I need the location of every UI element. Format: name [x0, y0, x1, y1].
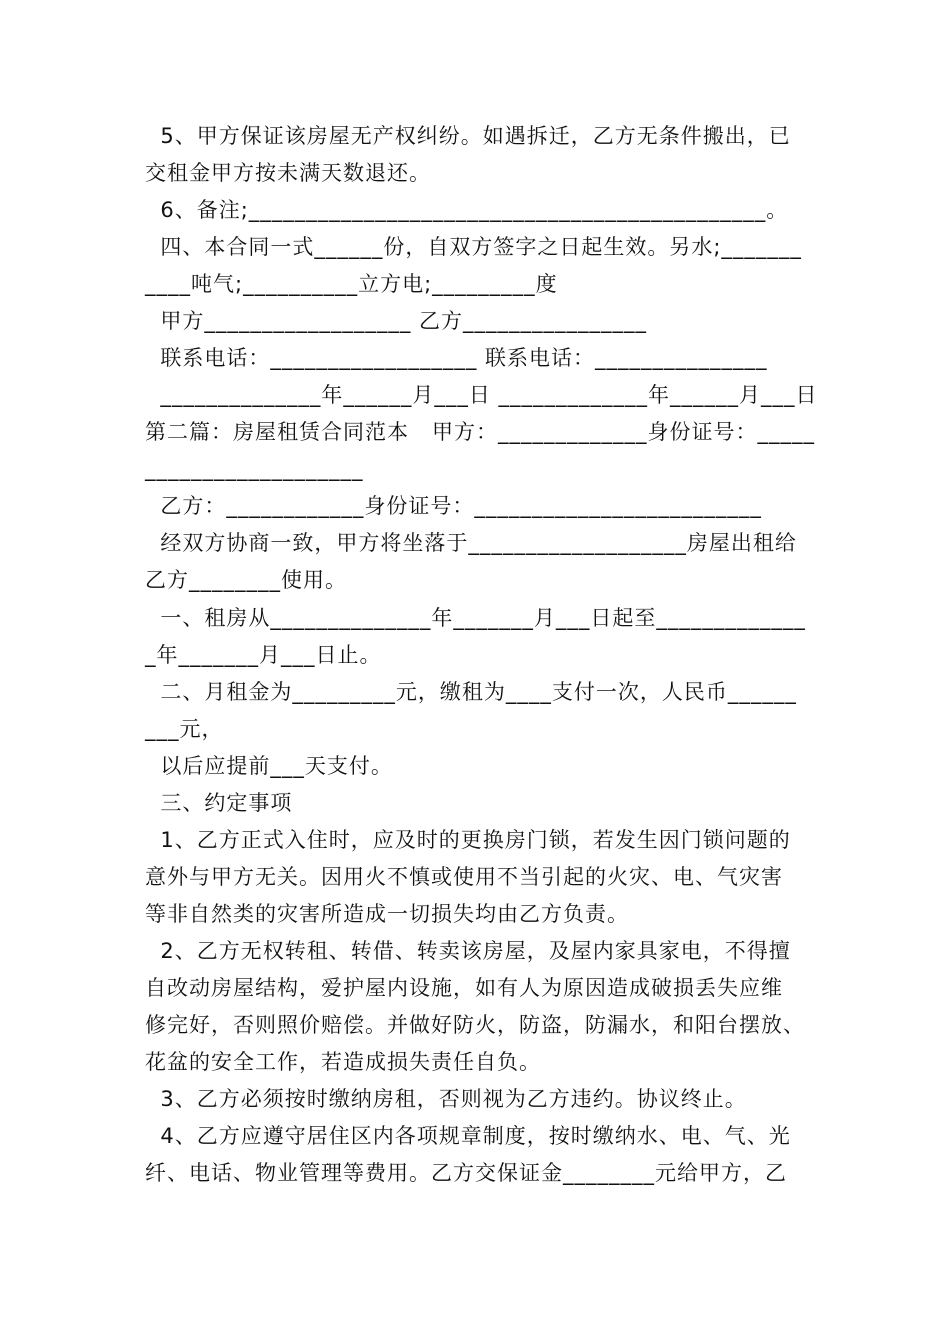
text-line: 3、乙方必须按时缴纳房租，否则视为乙方违约。协议终止。: [145, 1087, 747, 1111]
text-line: 花盆的安全工作，若造成损失责任自负。: [145, 1050, 541, 1074]
text-line: 甲方__________________ 乙方________________: [145, 309, 648, 333]
text-line: ___元，: [145, 717, 224, 741]
text-line: 以后应提前___天支付。: [145, 754, 393, 778]
text-line: 1、乙方正式入住时，应及时的更换房门锁，若发生因门锁问题的: [145, 828, 791, 852]
text-line: 自改动房屋结构，爱护屋内设施，如有人为原因造成破损丢失应维: [145, 976, 783, 1000]
text-line: ___________________: [145, 457, 364, 481]
text-line: 等非自然类的灾害所造成一切损失均由乙方负责。: [145, 902, 629, 926]
text-line: 一、租房从______________年_______月___日起至_____________: [145, 606, 806, 630]
text-line: 第二篇：房屋租赁合同范本 甲方：_____________身份证号：_____: [145, 420, 816, 444]
text-line: 二、月租金为_________元，缴租为____支付一次，人民币______: [145, 680, 797, 704]
text-line: 意外与甲方无关。因用火不慎或使用不当引起的火灾、电、气灾害: [145, 865, 783, 889]
text-line: ______________年______月___日 _____________年______月___日: [145, 383, 818, 407]
text-line: 乙方：____________身份证号：_________________________: [145, 494, 762, 518]
text-line: 联系电话：__________________ 联系电话：_______________: [145, 346, 768, 370]
text-line: 四、本合同一式______份，自双方签字之日起生效。另水;_______: [145, 235, 802, 259]
text-line: 三、约定事项: [145, 791, 293, 815]
text-line: 4、乙方应遵守居住区内各项规章制度，按时缴纳水、电、气、光: [145, 1124, 791, 1148]
text-line: _年_______月___日止。: [145, 643, 382, 667]
text-line: 经双方协商一致，甲方将坐落于___________________房屋出租给: [145, 531, 797, 555]
text-line: 2、乙方无权转租、转借、转卖该房屋，及屋内家具家电，不得擅: [145, 939, 791, 963]
text-line: 5、甲方保证该房屋无产权纠纷。如遇拆迁，乙方无条件搬出，已: [145, 124, 791, 148]
text-line: 修完好，否则照价赔偿。并做好防火，防盗，防漏水，和阳台摆放、: [145, 1013, 805, 1037]
text-line: 纤、电话、物业管理等费用。乙方交保证金________元给甲方，乙: [145, 1161, 787, 1185]
text-line: 交租金甲方按未满天数退还。: [145, 161, 431, 185]
text-line: ____吨气;__________立方电;_________度: [145, 272, 558, 296]
text-line: 乙方________使用。: [145, 568, 347, 592]
text-line: 6、备注;_____________________________________________。: [145, 198, 789, 222]
